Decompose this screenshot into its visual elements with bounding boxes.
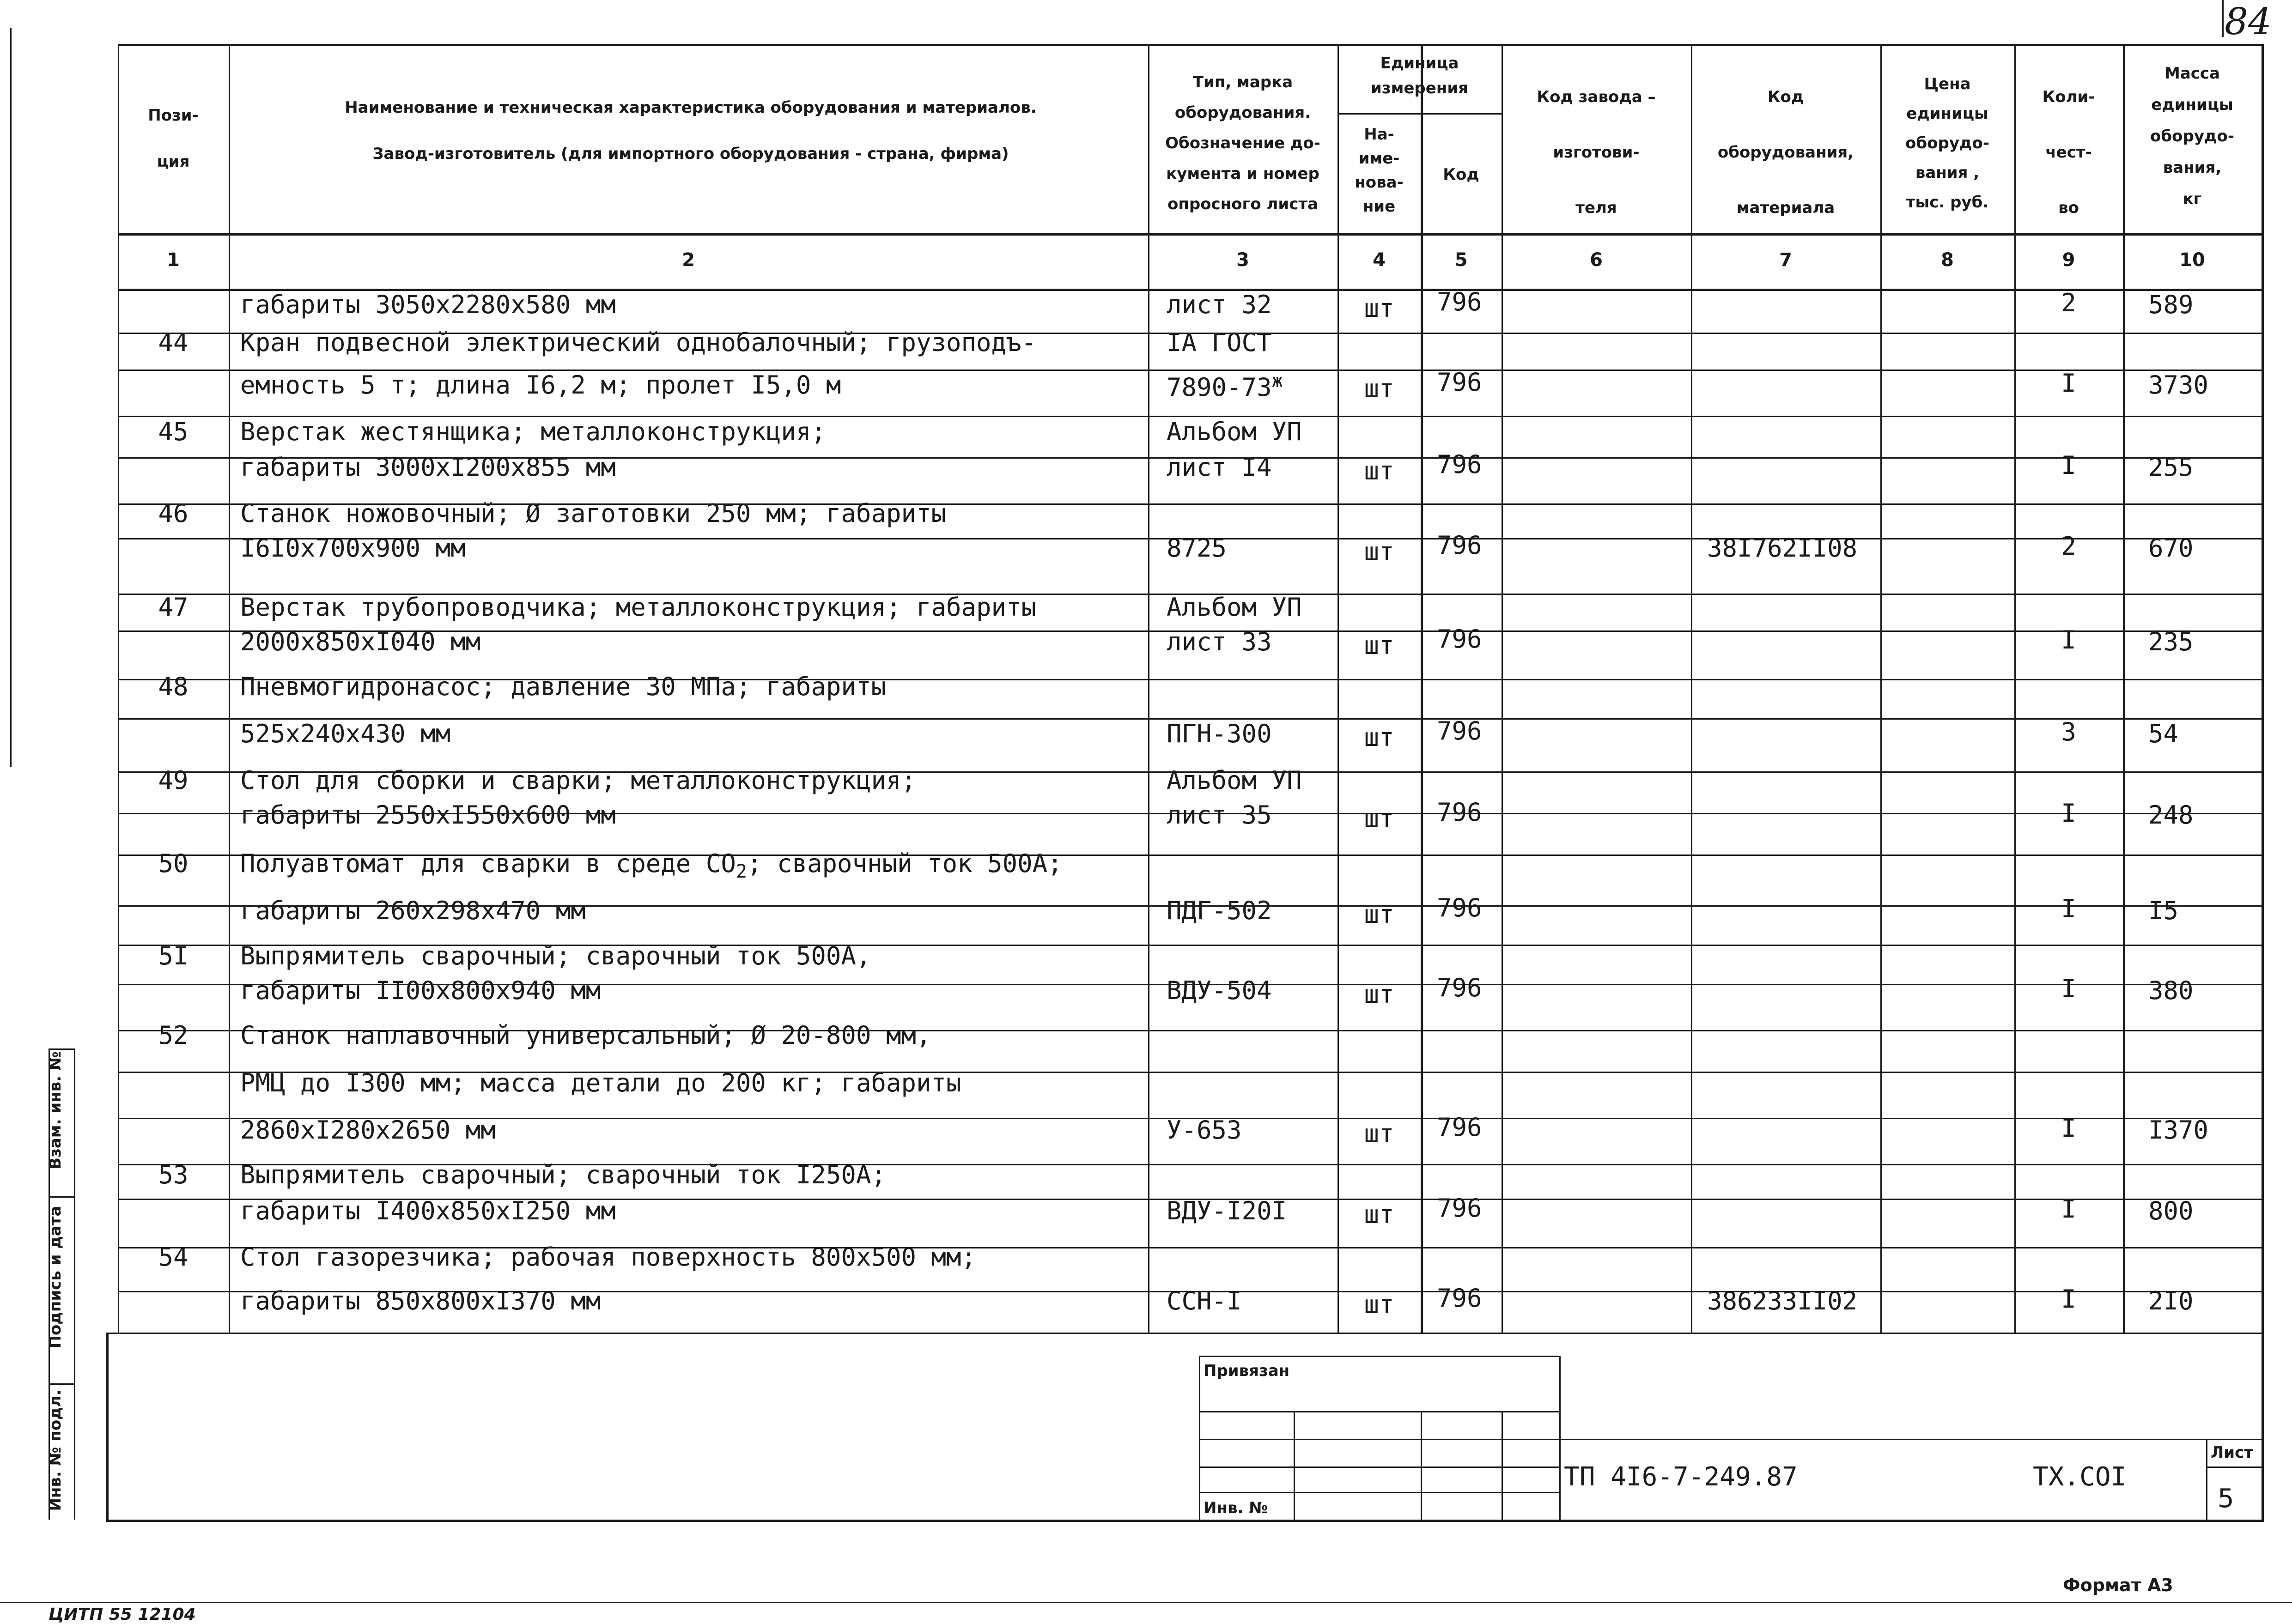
side-label-inv-podl: Инв. № подл.: [46, 1389, 65, 1511]
cell-position: 50: [158, 849, 188, 878]
cell-name: Полуавтомат для сварки в среде $CO_2$; сварочный ток 500А;: [240, 849, 1063, 882]
cell-type: Альбом УП: [1167, 593, 1302, 622]
stamp-sheet-label: Лист: [2211, 1443, 2253, 1462]
unit-subheader-line: [1338, 113, 1502, 115]
cell-name: Кран подвесной электрический однобалочный; грузоподъ-: [240, 328, 1037, 357]
cell-position: 5I: [158, 941, 188, 970]
header-unit-code: Код: [1443, 165, 1479, 184]
stamp-line: [1199, 1356, 1200, 1520]
cell-mass: 248: [2148, 800, 2194, 830]
column-divider: [2123, 44, 2125, 1333]
binding-line: [10, 28, 12, 767]
cell-mass: 800: [2148, 1196, 2194, 1225]
column-number: 10: [2179, 249, 2205, 271]
cell-mass: 235: [2148, 627, 2194, 656]
cell-position: 47: [158, 593, 188, 622]
cell-type: ССН-I: [1167, 1286, 1242, 1315]
column-number: 9: [2062, 249, 2075, 271]
cell-unit-code: 796: [1437, 368, 1482, 397]
cell-unit-code: 796: [1437, 450, 1482, 479]
side-box-border: [74, 1048, 75, 1520]
stamp-line: [1199, 1439, 1559, 1440]
cell-equipment-code: 386233II02: [1707, 1286, 1858, 1315]
column-number: 8: [1941, 249, 1954, 271]
stamp-sheet-number: 5: [2218, 1484, 2234, 1514]
cell-type-superscript: ж: [1271, 370, 1283, 392]
header-unit-price: Цена единицы оборудо- вания , тыс. руб.: [1905, 75, 1989, 212]
cell-unit: шт: [1364, 980, 1394, 1009]
header-quantity: Коли- чест- во: [2042, 88, 2095, 217]
column-divider: [1880, 44, 1882, 1333]
cell-type: лист I4: [1167, 453, 1272, 482]
cell-type: ВДУ-I20I: [1167, 1196, 1287, 1225]
cell-mass: 589: [2148, 290, 2194, 319]
cell-position: 46: [158, 499, 188, 528]
cell-unit-code: 796: [1437, 531, 1482, 560]
column-number: 4: [1373, 249, 1386, 271]
cell-unit-code: 796: [1437, 716, 1482, 745]
cell-quantity: I: [2061, 799, 2076, 828]
cell-name: РМЦ до I300 мм; масса детали до 200 кг; габариты: [240, 1068, 961, 1097]
stamp-line: [1199, 1411, 1559, 1412]
cell-unit: шт: [1364, 294, 1394, 323]
cell-equipment-code: 38I762II08: [1707, 533, 1858, 563]
cell-name: Верстак жестянщика; металлоконструкция;: [240, 417, 826, 446]
header-position: Пози- ция: [148, 106, 199, 171]
cell-type: IА ГОСТ: [1167, 328, 1272, 357]
table-top-border: [118, 44, 2262, 46]
cell-position: 52: [158, 1021, 188, 1050]
cell-name: 2860хI280х2650 мм: [240, 1115, 496, 1145]
stamp-inv-no: Инв. №: [1204, 1499, 1268, 1517]
cell-name: Верстак трубопроводчика; металлоконструкция; габариты: [240, 593, 1037, 622]
header-factory-code: Код завода – изготови- теля: [1537, 88, 1656, 217]
cell-unit-code: 796: [1437, 1194, 1482, 1223]
cell-type: лист 33: [1167, 627, 1272, 656]
cell-position: 53: [158, 1160, 188, 1189]
cell-quantity: I: [2061, 1285, 2076, 1314]
side-label-vzam: Взам. инв. №: [46, 1051, 65, 1170]
cell-position: 48: [158, 672, 188, 701]
cell-position: 45: [158, 417, 188, 446]
cell-mass: I370: [2148, 1115, 2209, 1145]
stamp-line: [1199, 1466, 1559, 1468]
cell-mass: 670: [2148, 533, 2194, 563]
header-unit-mass: Масса единицы оборудо- вания, кг: [2150, 64, 2234, 208]
cell-position: 54: [158, 1242, 188, 1272]
header-type: Тип, марка оборудования. Обозначение до- кумента и номер опросного листа: [1165, 73, 1320, 213]
cell-type: ПДГ-502: [1167, 896, 1272, 925]
cell-name: габариты 3000хI200х855 мм: [240, 453, 616, 482]
cell-unit-code: 796: [1437, 798, 1482, 827]
cell-mass: 2I0: [2148, 1286, 2194, 1315]
cell-unit-code: 796: [1437, 893, 1482, 922]
table-right-border: [2262, 44, 2264, 1522]
cell-name: Станок ножовочный; Ø заготовки 250 мм; габариты: [240, 499, 947, 528]
cell-unit: шт: [1364, 804, 1394, 833]
stamp-line: [1559, 1439, 2262, 1440]
cell-name: Стол для сборки и сварки; металлоконструкция;: [240, 766, 916, 795]
cell-type: лист 35: [1167, 800, 1272, 830]
cell-name: габариты 260х298х470 мм: [240, 896, 586, 925]
cell-quantity: I: [2061, 625, 2076, 654]
column-number: 7: [1779, 249, 1792, 271]
cell-name: габариты II00х800х940 мм: [240, 976, 601, 1005]
cell-position: 49: [158, 766, 188, 795]
footer-format: Формат А3: [2063, 1575, 2173, 1595]
cell-type: Альбом УП: [1167, 417, 1302, 446]
cell-name: Выпрямитель сварочный; сварочный ток 500А,: [240, 941, 871, 970]
footer-rule: [0, 1602, 2292, 1603]
cell-mass: I5: [2148, 896, 2179, 925]
column-number: 6: [1590, 249, 1603, 271]
column-divider: [1502, 44, 1503, 1333]
column-divider: [1148, 44, 1149, 1333]
cell-unit: шт: [1364, 1119, 1394, 1148]
cell-mass: 54: [2148, 719, 2179, 748]
cell-unit: шт: [1364, 631, 1394, 660]
header-bottom-border: [118, 233, 2262, 236]
stamp-line: [2206, 1466, 2262, 1468]
header-unit: Единица измерения: [1371, 54, 1468, 97]
cell-unit: шт: [1364, 900, 1394, 929]
table-bottom-border: [106, 1333, 2262, 1334]
stamp-bottom-border: [106, 1520, 2262, 1522]
cell-quantity: I: [2061, 1194, 2076, 1224]
stamp-line: [1421, 1411, 1422, 1520]
cell-mass: 380: [2148, 976, 2194, 1005]
cell-unit: шт: [1364, 1200, 1394, 1229]
stamp-line: [2206, 1439, 2207, 1520]
cell-quantity: I: [2061, 369, 2076, 398]
cell-unit-code: 796: [1437, 287, 1482, 316]
cell-name: Выпрямитель сварочный; сварочный ток I250А;: [240, 1160, 886, 1189]
cell-unit: шт: [1364, 456, 1394, 485]
footer-code: ЦИТП 55 12104: [49, 1605, 196, 1624]
column-divider: [229, 44, 230, 1333]
column-number: 2: [682, 249, 695, 271]
cell-name: 525х240х430 мм: [240, 719, 451, 748]
cell-quantity: I: [2061, 974, 2076, 1003]
stamp-privyazan: Привязан: [1204, 1362, 1290, 1380]
cell-quantity: 3: [2061, 717, 2076, 746]
cell-type: У-653: [1167, 1115, 1242, 1145]
cell-quantity: I: [2061, 1114, 2076, 1143]
cell-unit-code: 796: [1437, 973, 1482, 1002]
column-divider: [1421, 44, 1423, 1333]
page-number-top: 84: [2225, 0, 2272, 43]
cell-type: 8725: [1167, 533, 1227, 563]
stamp-left-border: [106, 1333, 109, 1520]
cell-unit-code: 796: [1437, 624, 1482, 654]
stamp-line: [1199, 1492, 1559, 1493]
cell-quantity: I: [2061, 894, 2076, 923]
cell-name: 2000х850хI040 мм: [240, 627, 481, 656]
stamp-line: [1199, 1356, 1559, 1357]
header-unit-name: На- име- нова- ние: [1355, 125, 1404, 216]
stamp-line: [1502, 1411, 1503, 1520]
cell-type: $7890-73^ж$: [1167, 370, 1283, 402]
column-number: 1: [167, 249, 180, 271]
cell-mass: 3730: [2148, 370, 2209, 400]
cell-type: ВДУ-504: [1167, 976, 1272, 1005]
cell-name: Пневмогидронасос; давление 30 МПа; габариты: [240, 672, 886, 701]
cell-name: Станок наплавочный универсальный; Ø 20-800 мм,: [240, 1021, 931, 1050]
cell-type: ПГН-300: [1167, 719, 1272, 748]
cell-unit: шт: [1364, 537, 1394, 566]
cell-mass: 255: [2148, 453, 2194, 482]
cell-type: лист 32: [1167, 290, 1272, 319]
page-number-divider: [2222, 0, 2224, 37]
cell-unit-code: 796: [1437, 1284, 1482, 1313]
stamp-line: [1559, 1356, 1561, 1520]
column-divider: [1691, 44, 1692, 1333]
cell-quantity: I: [2061, 451, 2076, 480]
column-number: 3: [1236, 249, 1249, 271]
cell-unit: шт: [1364, 723, 1394, 752]
cell-unit: шт: [1364, 1290, 1394, 1319]
side-label-podpis: Подпись и дата: [46, 1206, 65, 1349]
column-number: 5: [1454, 249, 1468, 271]
cell-type: Альбом УП: [1167, 766, 1302, 795]
cell-name: габариты 2550хI550х600 мм: [240, 800, 616, 830]
stamp-doc-mark: ТХ.COI: [2033, 1462, 2127, 1492]
stamp-doc-code: ТП 4I6-7-249.87: [1564, 1462, 1798, 1492]
cell-unit-code: 796: [1437, 1113, 1482, 1142]
cell-name: I6I0х700х900 мм: [240, 533, 466, 563]
cell-quantity: 2: [2061, 532, 2076, 561]
header-equipment-code: Код оборудования, материала: [1717, 88, 1854, 217]
cell-name: габариты I400х850хI250 мм: [240, 1196, 616, 1225]
cell-name-subscript: 2: [736, 860, 747, 882]
header-name-line1: Наименование и техническая характеристика оборудования и материалов.: [345, 98, 1037, 117]
cell-name: емность 5 т; длина I6,2 м; пролет I5,0 м: [240, 370, 841, 400]
cell-name: габариты 850х800хI370 мм: [240, 1286, 601, 1315]
cell-name: Стол газорезчика; рабочая поверхность 800х500 мм;: [240, 1242, 977, 1272]
cell-name: габариты 3050х2280х580 мм: [240, 290, 616, 319]
cell-unit: шт: [1364, 374, 1394, 403]
header-name-line2: Завод-изготовитель (для импортного оборудования - страна, фирма): [372, 145, 1009, 163]
stamp-line: [1294, 1411, 1295, 1520]
cell-quantity: 2: [2061, 288, 2076, 317]
cell-position: 44: [158, 328, 188, 357]
